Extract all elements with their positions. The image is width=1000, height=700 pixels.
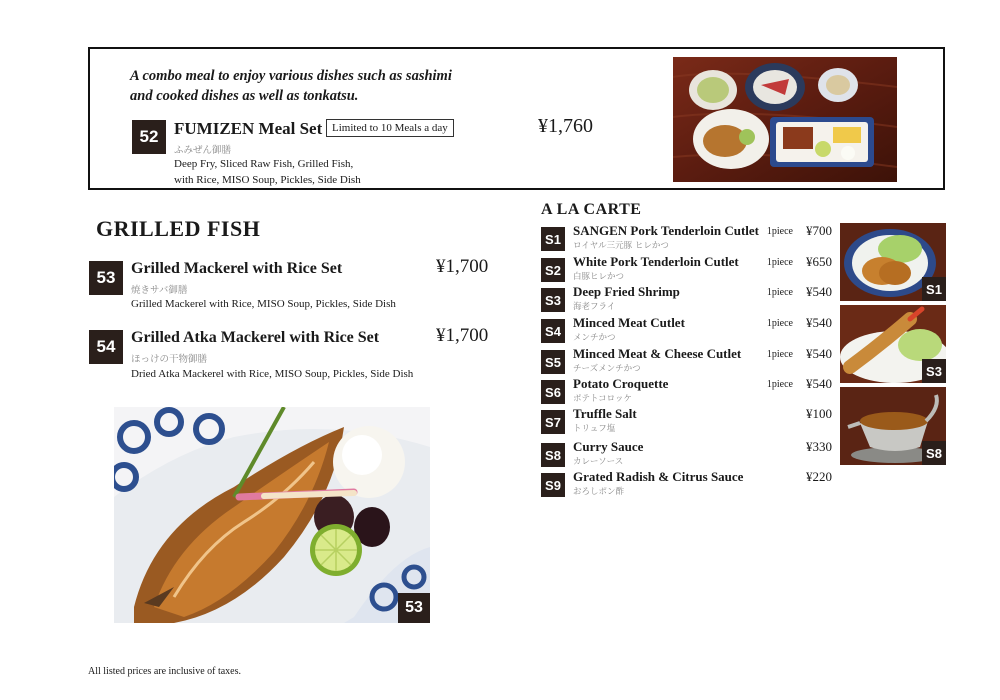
- a-la-carte-item-jp-name: ロイヤル三元豚 ヒレかつ: [573, 241, 669, 251]
- a-la-carte-title: A LA CARTE: [541, 201, 642, 218]
- a-la-carte-item-price: ¥650: [806, 254, 832, 269]
- a-la-carte-item-name: Minced Meat Cutlet: [573, 315, 685, 330]
- a-la-carte-item-jp-name: 海老フライ: [573, 302, 616, 312]
- a-la-carte-item-price: ¥330: [806, 439, 832, 454]
- menu-item-price: ¥1,700: [436, 325, 489, 346]
- a-la-carte-item-price: ¥100: [806, 406, 832, 421]
- item-number-badge: 52: [132, 120, 166, 154]
- a-la-carte-item-name: Minced Meat & Cheese Cutlet: [573, 346, 742, 361]
- combo-item-name: FUMIZEN Meal Set: [174, 119, 323, 138]
- a-la-carte-item-price: ¥540: [806, 284, 832, 299]
- menu-item-desc: Dried Atka Mackerel with Rice, MISO Soup, Pickles, Side Dish: [131, 368, 414, 380]
- combo-item-price: ¥1,760: [538, 115, 593, 137]
- a-la-carte-item-price: ¥540: [806, 376, 832, 391]
- item-number-badge: S5: [541, 350, 565, 374]
- item-number-badge: S6: [541, 380, 565, 404]
- a-la-carte-item-unit: 1piece: [766, 257, 793, 268]
- a-la-carte-item-unit: 1piece: [766, 349, 793, 360]
- menu-item-jp-name: 焼きサバ御膳: [131, 285, 188, 296]
- a-la-carte-item-unit: 1piece: [766, 318, 793, 329]
- a-la-carte-item-jp-name: チーズメンチかつ: [573, 364, 641, 374]
- item-number-badge: 53: [89, 261, 123, 295]
- photo-number-label: 53: [398, 593, 430, 623]
- a-la-carte-item-jp-name: 白豚ヒレかつ: [573, 272, 625, 282]
- tenderloin-cutlet-photo: [840, 223, 946, 301]
- a-la-carte-item-jp-name: メンチかつ: [573, 333, 616, 343]
- item-number-badge: S4: [541, 319, 565, 343]
- a-la-carte-item-price: ¥700: [806, 223, 832, 238]
- a-la-carte-item-price: ¥220: [806, 469, 832, 484]
- combo-item-jp-name: ふみぜん御膳: [174, 145, 232, 156]
- a-la-carte-item-price: ¥540: [806, 346, 832, 361]
- combo-item-desc-line2: with Rice, MISO Soup, Pickles, Side Dish: [174, 174, 361, 186]
- a-la-carte-item-jp-name: ポテトコロッケ: [573, 394, 632, 404]
- item-number-badge: S9: [541, 473, 565, 497]
- a-la-carte-item-name: SANGEN Pork Tenderloin Cutlet: [573, 223, 759, 238]
- item-number-badge: S3: [541, 288, 565, 312]
- a-la-carte-item-unit: 1piece: [766, 287, 793, 298]
- menu-item-price: ¥1,700: [436, 256, 489, 277]
- fried-shrimp-photo: [840, 305, 946, 383]
- combo-tagline-line1: A combo meal to enjoy various dishes such as sashimi: [130, 68, 452, 84]
- a-la-carte-item-name: Potato Croquette: [573, 376, 669, 391]
- item-number-badge: S2: [541, 258, 565, 282]
- item-number-badge: S1: [541, 227, 565, 251]
- grilled-mackerel-photo: [114, 407, 430, 623]
- item-number-badge: 54: [89, 330, 123, 364]
- a-la-carte-item-name: White Pork Tenderloin Cutlet: [573, 254, 739, 269]
- menu-item-jp-name: ほっけの干物御膳: [131, 354, 208, 365]
- a-la-carte-item-name: Deep Fried Shrimp: [573, 284, 680, 299]
- menu-item-name: Grilled Mackerel with Rice Set: [131, 260, 343, 277]
- photo-number-label: S8: [922, 441, 946, 465]
- photo-number-label: S3: [922, 359, 946, 383]
- a-la-carte-item-name: Truffle Salt: [573, 406, 637, 421]
- photo-number-label: S1: [922, 277, 946, 301]
- item-number-badge: S8: [541, 443, 565, 467]
- a-la-carte-item-price: ¥540: [806, 315, 832, 330]
- a-la-carte-item-jp-name: カレーソース: [573, 457, 624, 467]
- menu-item-desc: Grilled Mackerel with Rice, MISO Soup, Pickles, Side Dish: [131, 298, 396, 310]
- limited-badge: Limited to 10 Meals a day: [326, 119, 454, 137]
- tax-note: All listed prices are inclusive of taxes.: [88, 666, 242, 677]
- a-la-carte-item-jp-name: おろしポン酢: [573, 487, 625, 497]
- a-la-carte-item-jp-name: トリュフ塩: [573, 424, 616, 434]
- combo-item-desc-line1: Deep Fry, Sliced Raw Fish, Grilled Fish,: [174, 158, 354, 170]
- combo-meal-photo: [673, 57, 897, 182]
- menu-item-name: Grilled Atka Mackerel with Rice Set: [131, 329, 380, 346]
- a-la-carte-item-unit: 1piece: [766, 226, 793, 237]
- a-la-carte-item-name: Curry Sauce: [573, 439, 644, 454]
- item-number-badge: S7: [541, 410, 565, 434]
- grilled-fish-title: GRILLED FISH: [96, 216, 261, 241]
- a-la-carte-item-unit: 1piece: [766, 379, 793, 390]
- combo-tagline-line2: and cooked dishes as well as tonkatsu.: [130, 88, 359, 104]
- a-la-carte-item-name: Grated Radish & Citrus Sauce: [573, 469, 744, 484]
- curry-sauce-photo: [840, 387, 946, 465]
